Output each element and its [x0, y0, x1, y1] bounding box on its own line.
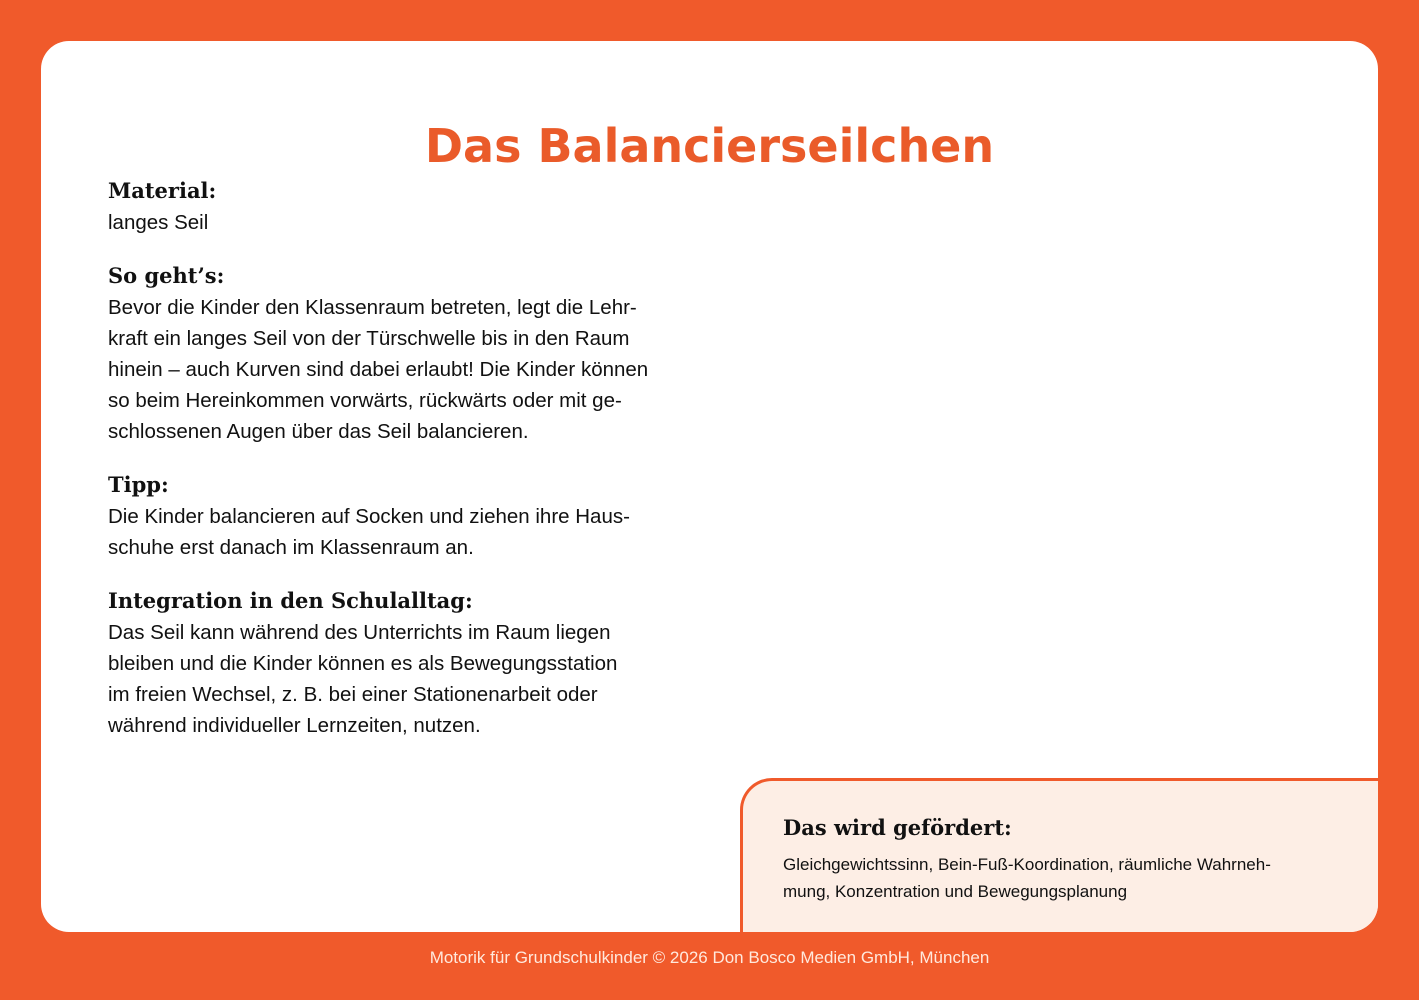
section-line: hinein – auch Kurven sind dabei erlaubt! Die Kinder können — [108, 358, 649, 381]
page-title: Das Balancierseilchen — [424, 119, 995, 173]
section-so-gehts — [108, 260, 708, 447]
promo-line: Gleichgewichtssinn, Bein-Fuß-Koordination, räumliche Wahrneh- — [783, 855, 1271, 874]
section-material — [108, 175, 708, 238]
section-heading: Integration in den Schulalltag: — [108, 588, 473, 613]
section-heading: Tipp: — [108, 472, 169, 497]
promo-line: mung, Konzentration und Bewegungsplanung — [783, 882, 1128, 901]
promo-heading: Das wird gefördert: — [783, 815, 1012, 840]
section-line: kraft ein langes Seil von der Türschwelle bis in den Raum — [108, 327, 630, 350]
section-line: so beim Hereinkommen vorwärts, rückwärts oder mit ge- — [108, 389, 622, 412]
section-line: schlossenen Augen über das Seil balancieren. — [108, 420, 529, 443]
section-tipp — [108, 469, 708, 563]
section-heading: Material: — [108, 178, 217, 203]
promo-text — [783, 851, 1343, 905]
section-heading: So geht’s: — [108, 263, 225, 288]
section-line: Bevor die Kinder den Klassenraum betreten, legt die Lehr- — [108, 296, 637, 319]
section-line: langes Seil — [108, 211, 209, 234]
section-line: Die Kinder balancieren auf Socken und ziehen ihre Haus- — [108, 505, 630, 528]
section-line: bleiben und die Kinder können es als Bewegungsstation — [108, 652, 618, 675]
main-content — [108, 175, 708, 763]
section-integration — [108, 585, 708, 741]
section-line: schuhe erst danach im Klassenraum an. — [108, 536, 474, 559]
footer-copyright: Motorik für Grundschulkinder © 2026 Don Bosco Medien GmbH, München — [429, 948, 990, 967]
section-line: im freien Wechsel, z. B. bei einer Stationenarbeit oder — [108, 683, 598, 706]
card — [41, 41, 1378, 932]
section-line: Das Seil kann während des Unterrichts im Raum liegen — [108, 621, 611, 644]
section-line: während individueller Lernzeiten, nutzen. — [108, 714, 481, 737]
promoted-skills-box — [740, 778, 1378, 932]
